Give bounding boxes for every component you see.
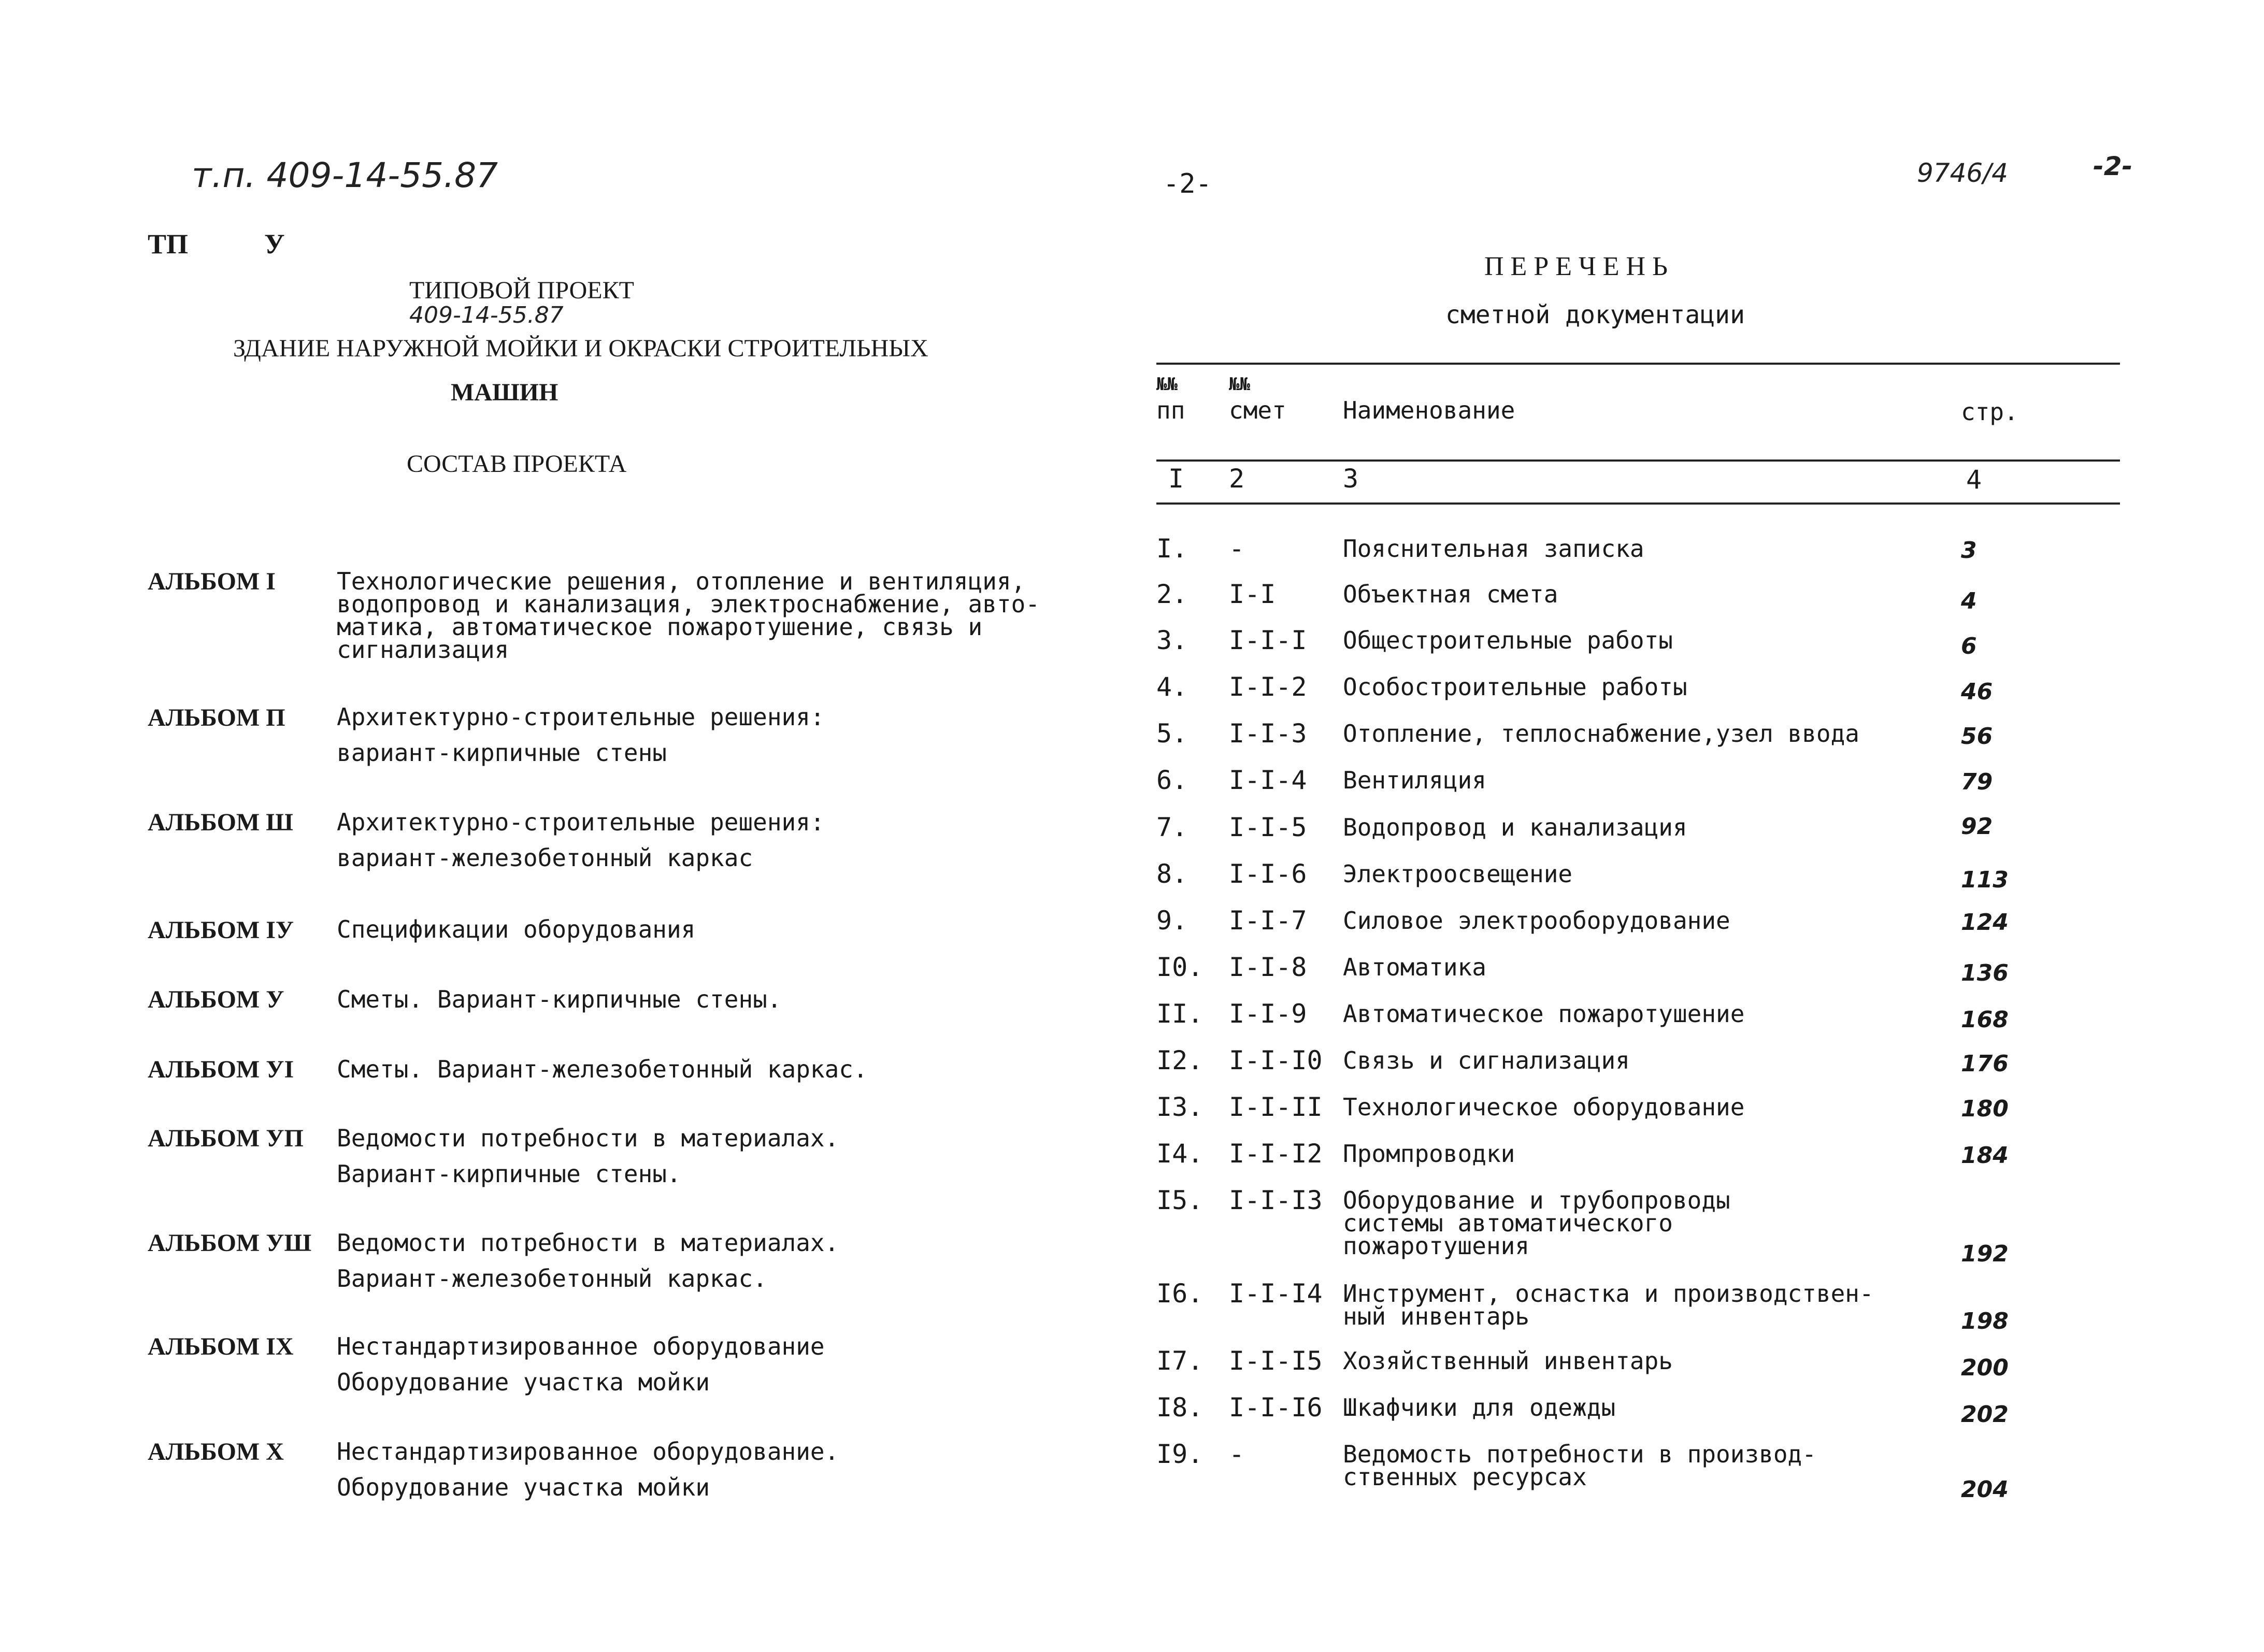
row-name: Объектная смета	[1343, 580, 1558, 608]
album-line2: вариант-железобетонный каркас	[337, 844, 753, 872]
row-page: 79	[1961, 769, 1993, 795]
album-label: АЛЬБОМ УШ	[148, 1229, 312, 1257]
row-number: 5.	[1156, 719, 1188, 749]
album-description	[337, 703, 1072, 767]
row-name: Автоматическое пожаротушение	[1343, 1000, 1745, 1028]
row-name: Отопление, теплоснабжение,узел ввода	[1343, 720, 1859, 748]
col-header-num-a: №№	[1156, 374, 1178, 395]
row-estimate: I-I-I6	[1229, 1392, 1323, 1423]
album-description: Спецификации оборудования	[337, 915, 696, 943]
row-number: 8.	[1156, 859, 1188, 889]
row-name: Особостроительные работы	[1343, 673, 1687, 701]
row-page: 176	[1961, 1051, 2009, 1077]
album-description	[337, 808, 1072, 872]
row-estimate: I-I-I4	[1229, 1278, 1323, 1309]
row-estimate: I-I-7	[1229, 906, 1307, 936]
row-page: 204	[1961, 1476, 2009, 1503]
album-line2: Оборудование участка мойки	[337, 1368, 710, 1396]
row-name: Общестроительные работы	[1343, 626, 1673, 654]
row-page: 180	[1961, 1096, 2009, 1122]
album-line1: Архитектурно-строительные решения:	[337, 703, 825, 731]
row-number: 2.	[1156, 579, 1188, 609]
row-estimate: I-I-5	[1229, 812, 1307, 842]
row-name: Связь и сигнализация	[1343, 1046, 1630, 1074]
row-number: I6.	[1156, 1278, 1203, 1309]
project-title-line2: МАШИН	[451, 379, 558, 406]
row-name: Водопровод и канализация	[1343, 813, 1687, 841]
row-estimate: I-I-I	[1229, 625, 1307, 655]
album-description: Сметы. Вариант-кирпичные стены.	[337, 985, 782, 1013]
col-header-page: стр.	[1961, 398, 2018, 426]
row-name: Автоматика	[1343, 953, 1486, 981]
list-title: П Е Р Е Ч Е Н Ь	[1484, 252, 1668, 281]
album-label: АЛЬБОМ IУ	[148, 916, 294, 944]
row-number: I9.	[1156, 1439, 1203, 1469]
row-name: Ведомость потребности в производ- ственных ресурсах	[1343, 1440, 1816, 1491]
row-page: 184	[1961, 1142, 2009, 1169]
row-number: I4.	[1156, 1139, 1203, 1169]
tp-mark: ТП	[148, 228, 189, 260]
row-page: 136	[1961, 960, 2009, 986]
row-number: 3.	[1156, 625, 1188, 655]
row-page: 200	[1961, 1355, 2009, 1381]
row-estimate: I-I-2	[1229, 672, 1307, 702]
row-name: Оборудование и трубопроводы системы автоматического пожаротушения	[1343, 1186, 1730, 1260]
project-ref-right: 9746/4	[1917, 158, 2008, 188]
row-estimate: I-I-3	[1229, 719, 1307, 749]
album-description	[337, 1231, 1072, 1290]
album-description: Сметы. Вариант-железобетонный каркас.	[337, 1055, 868, 1083]
col-index-1: I	[1168, 464, 1184, 494]
row-estimate: I-I	[1229, 579, 1276, 609]
col-index-3: 3	[1343, 464, 1359, 494]
row-number: 4.	[1156, 672, 1188, 702]
album-label: АЛЬБОМ УП	[148, 1125, 304, 1152]
row-estimate: I-I-9	[1229, 999, 1307, 1029]
row-estimate: I-I-II	[1229, 1092, 1323, 1122]
album-label: АЛЬБОМ УI	[148, 1056, 294, 1083]
row-name: Вентиляция	[1343, 766, 1486, 794]
row-page: 6	[1961, 633, 1977, 659]
album-description	[337, 1332, 1072, 1396]
row-number: I3.	[1156, 1092, 1203, 1122]
album-label: АЛЬБОМ У	[148, 986, 284, 1013]
row-page: 4	[1961, 588, 1977, 614]
album-description	[337, 1440, 1072, 1499]
col-index-2: 2	[1229, 464, 1245, 494]
row-estimate: I-I-I5	[1229, 1346, 1323, 1376]
project-ref-left: т.п. 409-14-55.87	[192, 155, 498, 195]
row-estimate: I-I-4	[1229, 765, 1307, 795]
project-number: 409-14-55.87	[409, 302, 564, 328]
col-index-4: 4	[1966, 465, 1982, 495]
row-number: 6.	[1156, 765, 1188, 795]
row-page: 168	[1961, 1007, 2009, 1033]
project-title-line1: ЗДАНИЕ НАРУЖНОЙ МОЙКИ И ОКРАСКИ СТРОИТЕЛЬНЫХ	[233, 335, 928, 362]
album-line2: Оборудование участка мойки	[337, 1473, 710, 1501]
album-label: АЛЬБОМ П	[148, 704, 285, 731]
row-page: 202	[1961, 1401, 2009, 1428]
album-line1: Архитектурно-строительные решения:	[337, 808, 825, 836]
album-line2: Вариант-кирпичные стены.	[337, 1160, 681, 1188]
album-description: Технологические решения, отопление и вентиляция, водопровод и канализация, электроснабжение, авто- матика, автоматическое пожаротушение, связь и сигнализация	[337, 567, 1040, 664]
row-name: Шкафчики для одежды	[1343, 1394, 1616, 1421]
col-header-name: Наименование	[1343, 396, 1515, 424]
album-label: АЛЬБОМ I	[148, 568, 276, 595]
album-line1: Ведомости потребности в материалах.	[337, 1229, 839, 1257]
row-name: Инструмент, оснастка и производствен- ный инвентарь	[1343, 1280, 1874, 1330]
album-label: АЛЬБОМ Ш	[148, 809, 293, 836]
project-composition-heading: СОСТАВ ПРОЕКТА	[407, 450, 627, 478]
row-number: I7.	[1156, 1346, 1203, 1376]
page-number-center: -2-	[1163, 168, 1212, 199]
row-number: I.	[1156, 534, 1188, 564]
album-line2: вариант-кирпичные стены	[337, 739, 667, 767]
table-top-rule	[1156, 363, 2120, 365]
album-line1: Ведомости потребности в материалах.	[337, 1124, 839, 1152]
project-type-title: ТИПОВОЙ ПРОЕКТ	[409, 277, 634, 304]
row-estimate: I-I-I2	[1229, 1139, 1323, 1169]
row-page: 124	[1961, 909, 2009, 936]
row-name: Силовое электрооборудование	[1343, 907, 1730, 935]
row-number: I8.	[1156, 1392, 1203, 1423]
page-number-right: -2-	[2093, 151, 2133, 181]
row-page: 92	[1961, 813, 1993, 840]
row-name: Электроосвещение	[1343, 860, 1573, 888]
row-name: Хозяйственный инвентарь	[1343, 1347, 1673, 1375]
row-number: I5.	[1156, 1185, 1203, 1215]
row-page: 56	[1961, 723, 1993, 750]
album-description	[337, 1124, 1072, 1188]
row-number: I2.	[1156, 1045, 1203, 1075]
album-label: АЛЬБОМ IX	[148, 1333, 294, 1360]
row-name: Промпроводки	[1343, 1140, 1515, 1168]
album-label: АЛЬБОМ X	[148, 1438, 284, 1466]
row-estimate: I-I-I3	[1229, 1185, 1323, 1215]
row-page: 113	[1961, 867, 2009, 893]
row-number: 9.	[1156, 906, 1188, 936]
row-number: I0.	[1156, 952, 1203, 982]
table-index-rule	[1156, 502, 2120, 505]
row-estimate: I-I-I0	[1229, 1045, 1323, 1075]
row-page: 198	[1961, 1308, 2009, 1334]
album-line1: Нестандартизированное оборудование.	[337, 1438, 839, 1466]
col-header-estimate-b: смет	[1229, 396, 1286, 424]
album-line1: Нестандартизированное оборудование	[337, 1332, 825, 1360]
row-name: Технологическое оборудование	[1343, 1093, 1745, 1121]
album-line2: Вариант-железобетонный каркас.	[337, 1265, 767, 1292]
row-page: 192	[1961, 1241, 2009, 1267]
row-estimate: I-I-8	[1229, 952, 1307, 982]
row-estimate: -	[1229, 534, 1245, 564]
row-page: 46	[1961, 679, 1993, 705]
u-mark: У	[264, 228, 285, 260]
col-header-estimate-a: №№	[1229, 374, 1250, 395]
row-number: II.	[1156, 999, 1203, 1029]
row-estimate: I-I-6	[1229, 859, 1307, 889]
col-header-num-b: пп	[1156, 396, 1185, 424]
row-estimate: -	[1229, 1439, 1245, 1469]
table-header-rule	[1156, 459, 2120, 462]
row-page: 3	[1961, 537, 1977, 564]
row-number: 7.	[1156, 812, 1188, 842]
row-name: Пояснительная записка	[1343, 535, 1644, 563]
list-subtitle: сметной документации	[1445, 300, 1745, 329]
